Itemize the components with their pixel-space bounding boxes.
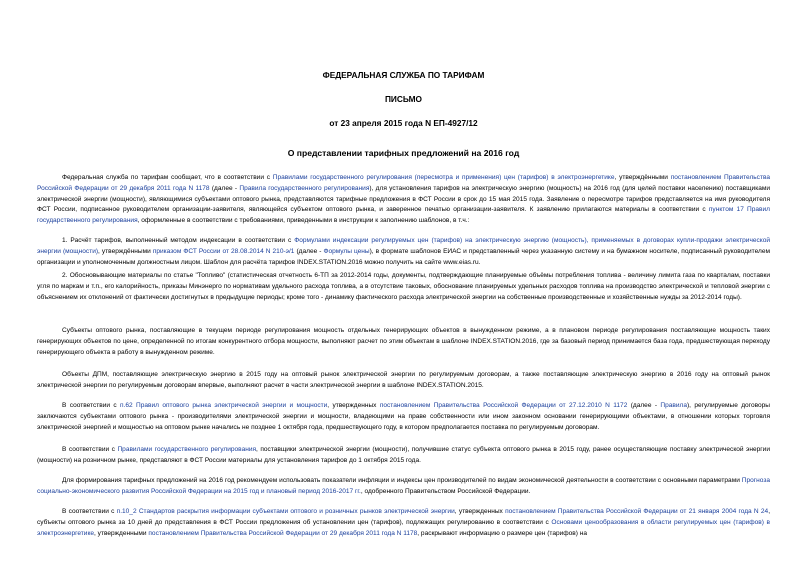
body-paragraph bbox=[37, 370, 770, 392]
paragraph-text: ), регулируемые договоры заключаются субъектами оптового рынка - производителями электрической энергии и мощности, владеющими на праве собственности или ином законном основании генерирующими объектами, в отношении которых торговля электрической энергией и мощностью на оптовом рынке начались не позднее 1 октября года, предшествующего году, в котором предполагается поставка по регулируемым договорам. bbox=[37, 402, 770, 431]
document-link[interactable]: пунктом 17 Правил государственного регулирования bbox=[37, 206, 770, 225]
body-paragraph bbox=[37, 173, 770, 227]
document-link[interactable]: Основами ценообразования в области регулируемых цен (тарифов) в электроэнергетике bbox=[37, 518, 770, 537]
paragraph-text: В соответствии с bbox=[62, 402, 121, 409]
document-link[interactable]: Правила bbox=[660, 402, 687, 409]
document-type: ПИСЬМО bbox=[384, 94, 423, 104]
paragraph-text: Для формирования тарифных предложений на 2016 год рекомендуем использовать показатели инфляции и индексы цен производителей по видам экономической деятельности в соответствии с основными параметрами bbox=[62, 477, 742, 484]
document-link[interactable]: Формулами индексации регулируемых цен (тарифов) на электрическую энергию (мощность), применяемых в договорах купли-продажи электрической энергии (мощности) bbox=[37, 237, 771, 255]
paragraph-text: , утвержденных bbox=[454, 508, 506, 515]
paragraph-text: (далее - bbox=[294, 247, 324, 255]
paragraph-text: 1. Расчёт тарифов, выполненный методом индексации в соответствии с bbox=[62, 237, 295, 244]
paragraph-text: Субъекты оптового рынка, поставляющие в текущем периоде регулирования мощность отдельных генерирующих объектов в вынужденном режиме, а в плановом периоде регулирования поставляющие мощность таких генерирующих объектов по цене, определенной по итогам конкурентного отбора мощности, выполняют расчет по этим объектам в шаблоне INDEX.STATION.2016, где за базовый период принимается база года, предшествующая переходу генерирующего объекта в работу в вынужденном режиме. bbox=[37, 327, 770, 356]
paragraph-text: (далее - bbox=[209, 184, 240, 192]
paragraph-text: Объекты ДПМ, поставляющие электрическую энергию в 2015 году на оптовый рынок электрической энергии по регулируемым договорам, а также поставляющие электрическую энергию в 2016 году на оптовый рынок электрической энергии по регулируемым договорам впервые, выполняют расчет в части электрической энергии в шаблоне INDEX.STATION.2015. bbox=[37, 371, 770, 389]
paragraph-text: В соответствии с bbox=[62, 508, 117, 515]
paragraph-text: , субъекты оптового рынка за 10 дней до представления в ФСТ России предложения об установлении цен (тарифов), подлежащих регулированию в соответствии с bbox=[37, 508, 771, 526]
paragraph-text: , утвержденными bbox=[94, 529, 149, 537]
paragraph-text: (далее - bbox=[627, 402, 661, 409]
document-link[interactable]: п.62 Правил оптового рынка электрической энергии и мощности bbox=[120, 402, 328, 409]
document-link[interactable]: Правилами государственного регулирования (пересмотра и применения) цен (тарифов) в электроэнергетике bbox=[272, 174, 615, 181]
paragraph-text: , одобренного Правительством Российской Федерации. bbox=[360, 487, 531, 495]
body-paragraph bbox=[37, 271, 770, 303]
document-link[interactable]: Формулы цены bbox=[323, 247, 370, 255]
paragraph-text: ), для установления тарифов на электрическую энергию (мощность) на 2016 год (для целей поставки населению) поставщиками электрической энергии (мощности), являющимися субъектами оптового рынка, представляются тарифные предложения в ФСТ России в срок до 15 мая 2015 года. Заявление о пересмотре тарифов представляется на имя руководителя ФСТ России, подписанное руководителем организации-заявителя, являющейся субъектом оптового рынка, и заверенное печатью организации-заявителя. К заявлению прилагаются материалы в соответствии с bbox=[37, 184, 771, 214]
paragraph-text: , раскрывают информацию о размере цен (тарифов) на bbox=[417, 529, 588, 537]
document-link[interactable]: постановлением Правительства Российской Федерации от 27.12.2010 N 1172 bbox=[379, 402, 628, 409]
paragraph-text: , утверждёнными bbox=[98, 247, 153, 255]
document-link[interactable]: п.10_2 Стандартов раскрытия информации субъектами оптового и розничных рынков электрической энергии bbox=[116, 508, 455, 515]
body-paragraph bbox=[37, 326, 770, 358]
document-link[interactable]: постановлением Правительства Российской Федерации от 29 декабря 2011 года N 1178 bbox=[37, 174, 771, 192]
paragraph-text: , утвержденных bbox=[327, 402, 380, 409]
document-subject: О представлении тарифных предложений на 2016 год bbox=[287, 148, 520, 158]
body-paragraph bbox=[37, 401, 770, 433]
document-link[interactable]: Правилами государственного регулирования bbox=[117, 446, 257, 453]
paragraph-text: В соответствии с bbox=[62, 446, 118, 453]
body-paragraph bbox=[37, 476, 770, 498]
body-paragraph bbox=[37, 507, 770, 539]
paragraph-text: ), в формате шаблонов ЕИАС и представленный через указанную систему и на бумажном носителе, подписанный руководителем организации и уполномоченным должностным лицом. Шаблон для расчёта тарифов INDEX.STATION.2016 можно получить на сайте www.eias.ru. bbox=[37, 247, 770, 266]
paragraph-text: , поставщики электрической энергии (мощности), получившие статус субъекта оптового рынка в 2015 году, ранее осуществляющие поставку электрической энергии (мощности) на розничном рынке, представляют в ФСТ России материалы для установления тарифов до 1 октября 2015 года. bbox=[37, 446, 770, 464]
document-link[interactable]: постановлением Правительства Российской Федерации от 21 января 2004 года N 24 bbox=[505, 508, 769, 515]
document-link[interactable]: Правила государственного регулирования bbox=[239, 184, 370, 192]
agency-name: ФЕДЕРАЛЬНАЯ СЛУЖБА ПО ТАРИФАМ bbox=[322, 70, 485, 80]
document-link[interactable]: постановлением Правительства Российской Федерации от 29 декабря 2011 года N 1178 bbox=[148, 529, 418, 537]
document-link[interactable]: Прогноза социально-экономического развития Российской Федерации на 2015 год и плановый период 2016-2017 гг. bbox=[37, 477, 770, 495]
paragraph-text: , утверждёнными bbox=[614, 174, 671, 181]
document-date-number: от 23 апреля 2015 года N ЕП-4927/12 bbox=[329, 118, 478, 128]
paragraph-text: Федеральная служба по тарифам сообщает, что в соответствии с bbox=[62, 174, 273, 181]
document-link[interactable]: приказом ФСТ России от 28.08.2014 N 210-э/1 bbox=[152, 247, 295, 255]
paragraph-text: 2. Обосновывающие материалы по статье "Топливо" (статистическая отчетность 6-ТП за 2012-2014 годы, документы, подтверждающие планируемые объёмы потребления топлива - величину лимита газа по кварталам, поставки угля по маркам и т.п., его калорийность, приказы Минэнерго по нормативам удельного расхода топлива, а в отсутствие таковых, обоснование планируемых удельных расходов топлива на производство электрической и тепловой энергии с объяснением их отклонений от фактически достигнутых в предыдущие периоды; кроме того - динамику фактического расхода электрической энергии на собственные производственные и хозяйственные нужды за 2012-2014 годы). bbox=[37, 272, 770, 301]
body-paragraph bbox=[37, 236, 770, 268]
body-paragraph bbox=[37, 445, 770, 467]
paragraph-text: , оформленные в соответствии с требованиями, приведенными в инструкции к заполнению шаблонов, в т.ч.: bbox=[137, 217, 470, 225]
